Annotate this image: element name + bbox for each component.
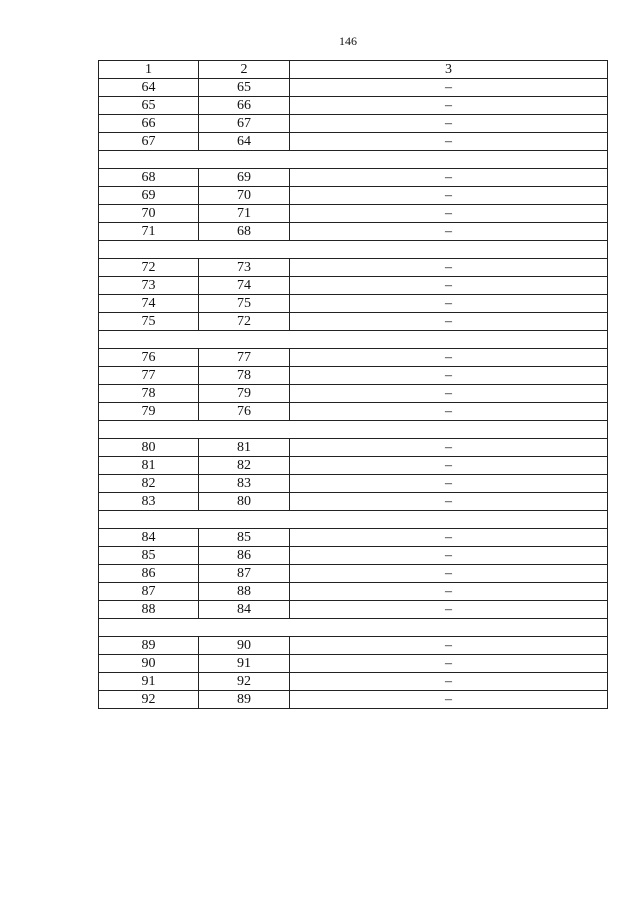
table-row (99, 169, 608, 187)
table-cell-col-2: 91 (199, 655, 290, 673)
table-cell-col-2: 78 (199, 367, 290, 385)
table-row (99, 205, 608, 223)
table-cell-col-1: 89 (99, 637, 199, 655)
table-row (99, 529, 608, 547)
table-cell-col-1: 81 (99, 457, 199, 475)
group-separator-cell (99, 421, 608, 439)
group-separator-row (99, 421, 608, 439)
table-cell-col-3: – (290, 79, 608, 97)
table-cell-col-1: 68 (99, 169, 199, 187)
table-row (99, 457, 608, 475)
table-cell-col-3: – (290, 97, 608, 115)
table-cell-col-3: – (290, 277, 608, 295)
table-cell-col-1: 75 (99, 313, 199, 331)
table-cell-col-3: – (290, 385, 608, 403)
table-row (99, 601, 608, 619)
table-cell-col-2: 72 (199, 313, 290, 331)
table-cell-col-1: 77 (99, 367, 199, 385)
table-cell-col-2: 74 (199, 277, 290, 295)
table-cell-col-2: 70 (199, 187, 290, 205)
group-separator-cell (99, 511, 608, 529)
table-cell-col-3: – (290, 601, 608, 619)
table-cell-col-2: 77 (199, 349, 290, 367)
table-cell-col-3: – (290, 403, 608, 421)
table-row (99, 295, 608, 313)
table-row (99, 565, 608, 583)
table-cell-col-2: 69 (199, 169, 290, 187)
table-cell-col-1: 78 (99, 385, 199, 403)
group-separator-cell (99, 331, 608, 349)
table-cell-col-1: 66 (99, 115, 199, 133)
table-cell-col-2: 73 (199, 259, 290, 277)
table-row (99, 259, 608, 277)
table-cell-col-2: 66 (199, 97, 290, 115)
table-row (99, 223, 608, 241)
table-cell-col-3: – (290, 655, 608, 673)
table-cell-col-3: – (290, 259, 608, 277)
table-row (99, 475, 608, 493)
table-row (99, 367, 608, 385)
table-cell-col-1: 80 (99, 439, 199, 457)
table-cell-col-1: 82 (99, 475, 199, 493)
table-cell-col-2: 87 (199, 565, 290, 583)
table-cell-col-2: 71 (199, 205, 290, 223)
table-cell-col-3: – (290, 349, 608, 367)
table-cell-col-1: 70 (99, 205, 199, 223)
table-row (99, 115, 608, 133)
header-row (99, 61, 608, 79)
group-separator-row (99, 241, 608, 259)
table-cell-col-1: 74 (99, 295, 199, 313)
table-cell-col-1: 92 (99, 691, 199, 709)
table-cell-col-1: 91 (99, 673, 199, 691)
table-cell-col-3: – (290, 223, 608, 241)
table-body (99, 79, 608, 709)
header-col-2: 2 (199, 61, 290, 79)
table-cell-col-3: – (290, 205, 608, 223)
table-cell-col-2: 79 (199, 385, 290, 403)
table-cell-col-1: 88 (99, 601, 199, 619)
table-cell-col-1: 69 (99, 187, 199, 205)
table-cell-col-1: 73 (99, 277, 199, 295)
table-row (99, 637, 608, 655)
group-separator-row (99, 331, 608, 349)
group-separator-row (99, 619, 608, 637)
table-cell-col-2: 80 (199, 493, 290, 511)
table-cell-col-2: 85 (199, 529, 290, 547)
table-cell-col-2: 75 (199, 295, 290, 313)
table-row (99, 385, 608, 403)
table-cell-col-2: 89 (199, 691, 290, 709)
table-row (99, 403, 608, 421)
table-row (99, 187, 608, 205)
table-cell-col-3: – (290, 457, 608, 475)
table-cell-col-2: 90 (199, 637, 290, 655)
data-table (98, 60, 608, 709)
table-cell-col-3: – (290, 529, 608, 547)
table-cell-col-3: – (290, 637, 608, 655)
table-cell-col-2: 84 (199, 601, 290, 619)
table-row (99, 655, 608, 673)
table-row (99, 493, 608, 511)
table-row (99, 97, 608, 115)
table-cell-col-3: – (290, 475, 608, 493)
table-cell-col-3: – (290, 367, 608, 385)
table-cell-col-3: – (290, 547, 608, 565)
table-cell-col-1: 65 (99, 97, 199, 115)
table-cell-col-2: 64 (199, 133, 290, 151)
table-row (99, 277, 608, 295)
group-separator-cell (99, 241, 608, 259)
table-cell-col-3: – (290, 673, 608, 691)
table-cell-col-1: 67 (99, 133, 199, 151)
table-cell-col-3: – (290, 439, 608, 457)
group-separator-cell (99, 151, 608, 169)
table-row (99, 583, 608, 601)
table-row (99, 547, 608, 565)
table-cell-col-3: – (290, 187, 608, 205)
table-cell-col-1: 83 (99, 493, 199, 511)
table-cell-col-1: 76 (99, 349, 199, 367)
table-cell-col-1: 71 (99, 223, 199, 241)
table-row (99, 133, 608, 151)
table-cell-col-1: 86 (99, 565, 199, 583)
table-row (99, 691, 608, 709)
table-cell-col-3: – (290, 295, 608, 313)
table-cell-col-1: 90 (99, 655, 199, 673)
page-number: 146 (339, 34, 357, 48)
table-cell-col-3: – (290, 691, 608, 709)
table-cell-col-1: 87 (99, 583, 199, 601)
table-cell-col-1: 72 (99, 259, 199, 277)
table-row (99, 349, 608, 367)
table-row (99, 79, 608, 97)
header-col-1: 1 (99, 61, 199, 79)
table-row (99, 673, 608, 691)
table-cell-col-1: 84 (99, 529, 199, 547)
table-cell-col-2: 68 (199, 223, 290, 241)
table-cell-col-2: 86 (199, 547, 290, 565)
group-separator-row (99, 151, 608, 169)
table-cell-col-2: 67 (199, 115, 290, 133)
table-cell-col-3: – (290, 115, 608, 133)
table-cell-col-2: 81 (199, 439, 290, 457)
table-cell-col-3: – (290, 493, 608, 511)
table-row (99, 439, 608, 457)
table-cell-col-2: 82 (199, 457, 290, 475)
table-cell-col-2: 83 (199, 475, 290, 493)
table-cell-col-3: – (290, 565, 608, 583)
table-row (99, 313, 608, 331)
table-cell-col-1: 85 (99, 547, 199, 565)
table-cell-col-1: 79 (99, 403, 199, 421)
table-cell-col-2: 76 (199, 403, 290, 421)
table-cell-col-1: 64 (99, 79, 199, 97)
table-cell-col-3: – (290, 583, 608, 601)
header-col-3: 3 (290, 61, 608, 79)
table-cell-col-2: 65 (199, 79, 290, 97)
table-cell-col-3: – (290, 133, 608, 151)
table-cell-col-2: 88 (199, 583, 290, 601)
group-separator-row (99, 511, 608, 529)
table-cell-col-3: – (290, 169, 608, 187)
table-cell-col-2: 92 (199, 673, 290, 691)
table-cell-col-3: – (290, 313, 608, 331)
group-separator-cell (99, 619, 608, 637)
